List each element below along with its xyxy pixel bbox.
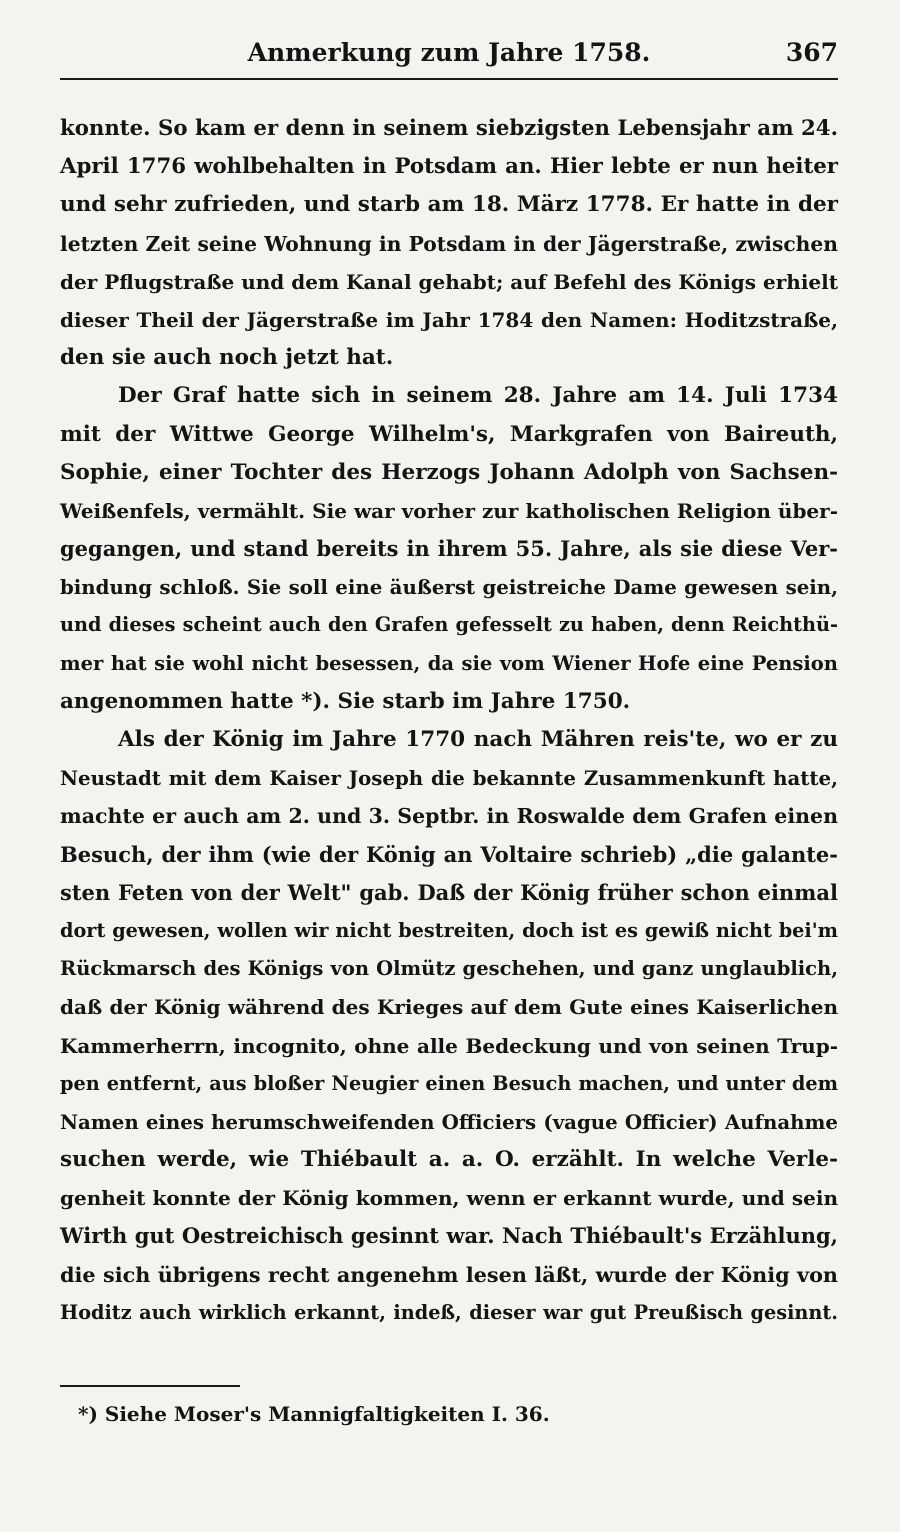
page-number: 367 (785, 38, 838, 67)
text-line: und dieses scheint auch den Grafen gefesselt zu haben, denn Reichthü- (60, 613, 838, 637)
text-line: Hoditz auch wirklich erkannt, indeß, dieser war gut Preußisch gesinnt. (60, 1300, 838, 1324)
text-line: Neustadt mit dem Kaiser Joseph die bekannte Zusammenkunft hatte, (60, 766, 838, 791)
main-text (60, 110, 838, 1332)
text-line: daß der König während des Krieges auf dem Gute eines Kaiserlichen (60, 995, 838, 1020)
text-line: Der Graf hatte sich in seinem 28. Jahre am 14. Juli 1734 (118, 383, 838, 409)
text-line: der Pflugstraße und dem Kanal gehabt; auf Befehl des Königs erhielt (60, 269, 838, 294)
text-line: dieser Theil der Jägerstraße im Jahr 1784 den Namen: Hoditzstraße, (60, 307, 838, 332)
text-line: dort gewesen, wollen wir nicht bestreiten, doch ist es gewiß nicht bei'm (60, 918, 838, 942)
text-line: den sie auch noch jetzt hat. (60, 345, 394, 371)
text-line: letzten Zeit seine Wohnung in Potsdam in der Jägerstraße, zwischen (60, 231, 838, 256)
text-line: Rückmarsch des Königs von Olmütz geschehen, und ganz unglaublich, (60, 957, 838, 981)
text-line: pen entfernt, aus bloßer Neugier einen Besuch machen, und unter dem (60, 1071, 838, 1095)
text-line: bindung schloß. Sie soll eine äußerst geistreiche Dame gewesen sein, (60, 575, 838, 600)
text-line: angenommen hatte *). Sie starb im Jahre 1750. (60, 688, 631, 714)
text-line: Weißenfels, vermählt. Sie war vorher zur katholischen Religion über- (60, 498, 838, 523)
text-line: April 1776 wohlbehalten in Potsdam an. Hier lebte er nun heiter (60, 154, 838, 180)
text-line: Besuch, der ihm (wie der König an Voltaire schrieb) „die galante- (60, 841, 838, 867)
text-line: machte er auch am 2. und 3. Septbr. in Roswalde dem Grafen einen (60, 804, 838, 829)
text-line: mit der Wittwe George Wilhelm's, Markgrafen von Baireuth, (60, 421, 838, 447)
text-line: suchen werde, wie Thiébault a. a. O. erzählt. In welche Verle- (60, 1147, 838, 1173)
text-line: Kammerherrn, incognito, ohne alle Bedeckung und von seinen Trup- (60, 1033, 838, 1058)
text-line: und sehr zufrieden, und starb am 18. März 1778. Er hatte in der (60, 192, 838, 218)
text-line: gegangen, und stand bereits in ihrem 55. Jahre, als sie diese Ver- (60, 536, 838, 562)
header-rule (60, 78, 838, 80)
running-header (60, 28, 838, 72)
text-line: mer hat sie wohl nicht besessen, da sie vom Wiener Hofe eine Pension (60, 651, 838, 675)
footnote: *) Siehe Moser's Mannigfaltigkeiten I. 36. (78, 1402, 550, 1426)
text-line: Sophie, einer Tochter des Herzogs Johann Adolph von Sachsen- (60, 459, 838, 485)
text-line: Als der König im Jahre 1770 nach Mähren reis'te, wo er zu (118, 727, 838, 752)
text-line: sten Feten von der Welt" gab. Daß der König früher schon einmal (60, 879, 838, 905)
text-line: genheit konnte der König kommen, wenn er erkannt wurde, und sein (60, 1186, 838, 1211)
footnote-rule (60, 1385, 240, 1387)
text-line: Wirth gut Oestreichisch gesinnt war. Nach Thiébault's Erzählung, (60, 1223, 838, 1249)
text-line: die sich übrigens recht angenehm lesen läßt, wurde der König von (60, 1262, 838, 1287)
text-line: konnte. So kam er denn in seinem siebzigsten Lebensjahr am 24. (60, 116, 838, 141)
running-title: Anmerkung zum Jahre 1758. (247, 38, 651, 67)
text-line: Namen eines herumschweifenden Officiers (vague Officier) Aufnahme (60, 1109, 838, 1134)
